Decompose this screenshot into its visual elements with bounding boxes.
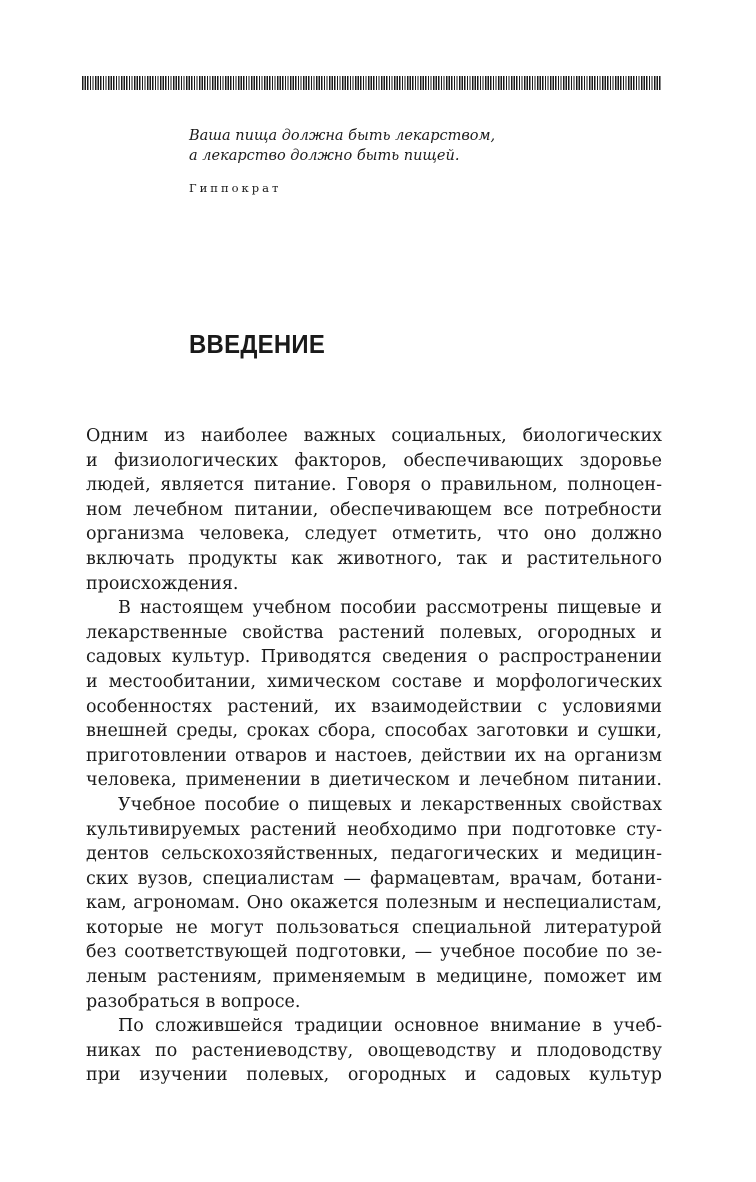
text-line: В настоящем учебном пособии рассмотрены пищевые и — [118, 598, 662, 619]
text-line: садовых культур. Приводятся сведения о распространении — [86, 647, 662, 668]
text-line: при изучении полевых, огородных и садовых культур — [86, 1065, 662, 1086]
text-line: кам, агрономам. Оно окажется полезным и неспециалистам, — [86, 893, 662, 914]
epigraph-author: Гиппократ — [189, 181, 282, 195]
epigraph-line-2: а лекарство должно быть пищей. — [189, 148, 460, 164]
text-line: включать продукты как животного, так и растительного — [86, 548, 662, 569]
text-line: человека, применении в диетическом и лечебном питании. — [86, 770, 662, 791]
text-line: без соответствующей подготовки, — учебное пособие по зе- — [86, 942, 662, 963]
text-line: и местообитании, химическом составе и морфологических — [86, 671, 662, 692]
text-line: происхождения. — [86, 573, 239, 594]
body-text — [86, 424, 662, 1088]
text-line: ских вузов, специалистам — фармацевтам, врачам, ботани- — [86, 868, 662, 889]
epigraph-line-1: Ваша пища должна быть лекарством, — [189, 128, 496, 144]
text-line: внешней среды, сроках сбора, способах заготовки и сушки, — [86, 721, 662, 742]
text-line: которые не могут пользоваться специальной литературой — [86, 917, 662, 938]
text-line: ном лечебном питании, обеспечивающем все потребности — [86, 499, 662, 520]
text-line: приготовлении отваров и настоев, действии их на организм — [86, 745, 662, 766]
text-line: лекарственные свойства растений полевых, огородных и — [86, 622, 662, 643]
text-line: По сложившейся традиции основное внимание в учеб- — [118, 1016, 662, 1037]
text-line: культивируемых растений необходимо при подготовке сту- — [86, 819, 662, 840]
text-line: никах по растениеводству, овощеводству и плодоводству — [86, 1040, 662, 1061]
text-line: особенностях растений, их взаимодействии с условиями — [86, 696, 662, 717]
text-line: Одним из наиболее важных социальных, биологических — [86, 426, 662, 446]
text-line: людей, является питание. Говоря о правильном, полноцен- — [86, 475, 662, 496]
text-line: и физиологических факторов, обеспечивающих здоровье — [86, 450, 662, 471]
text-line: организма человека, следует отметить, что оно должно — [86, 524, 662, 545]
text-line: Учебное пособие о пищевых и лекарственных свойствах — [118, 794, 662, 815]
text-line: дентов сельскохозяйственных, педагогических и медицин- — [86, 844, 662, 865]
text-line: разобраться в вопросе. — [86, 991, 301, 1012]
decorative-top-rule — [82, 76, 662, 90]
epigraph — [189, 126, 609, 195]
chapter-heading: ВВЕДЕНИЕ — [189, 329, 326, 359]
text-line: леным растениям, применяемым в медицине, поможет им — [86, 967, 662, 988]
